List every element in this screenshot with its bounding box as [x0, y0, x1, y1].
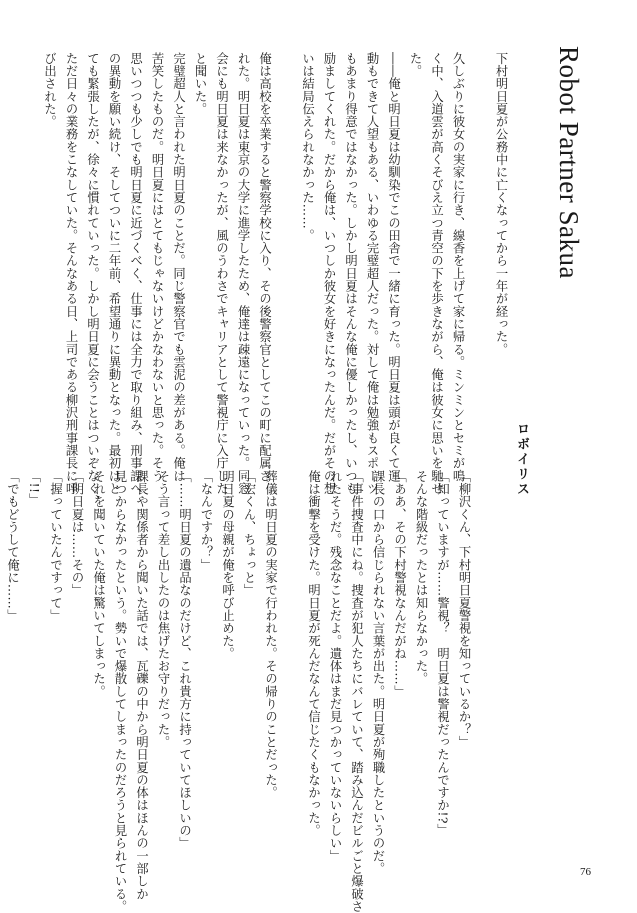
text-line: 「事件捜査中にね。捜査が犯人たちにバレていて、踏み込んだビルごと爆破さ	[349, 470, 364, 913]
body-text-upper	[42, 52, 511, 508]
text-line: 会にも明日夏は来なかったが、風のうわさでキャリアとして警視庁に入庁した	[214, 52, 229, 495]
text-line: 思いつつも少しでも明日夏に近づくべく、仕事には全力で取り組み、刑事課へ	[128, 52, 143, 495]
text-line: 「ああ、その下村警視なんだがね……」	[392, 470, 407, 698]
text-line: 「!!」	[27, 470, 41, 506]
text-line: 苦笑したものだ。明日夏にはとてもじゃないけどかなわないと思った。そう	[150, 52, 164, 483]
text-line: ――俺と明日夏は幼馴染でこの田舎で一緒に育った。明日夏は頭が良くて運	[386, 52, 401, 483]
text-line: れた。明日夏は東京の大学に進学したため、俺達は疎遠になっていった。同窓	[236, 52, 250, 495]
text-line: ても緊張したが、徐々に慣れていった。しかし明日夏に会うことはついぞなく、	[85, 52, 100, 508]
text-line: び出された。	[42, 52, 57, 128]
text-line: そんな階級だったとは知らなかった。	[414, 470, 428, 686]
text-line	[0, 470, 1, 858]
text-line: 下村明日夏が公務中に亡くなってから一年が経った。	[494, 52, 508, 356]
text-line: 「明日夏は……その」	[70, 470, 84, 597]
text-line: いは結局伝えられなかった……。	[300, 52, 315, 242]
text-line: 俺は衝撃を受けた。明日夏が死んだなんて信じたくもなかった。	[306, 470, 321, 837]
text-line: 久しぶりに彼女の実家に行き、線香を上げて家に帰る。ミンミンとセミが鳴	[451, 52, 465, 483]
text-line: れたそうだ。残念なことだよ。遺体はまだ見つかっていないらしい」	[328, 470, 342, 863]
text-line: 俺は高校を卒業すると警察学校に入り、その後警察官としてこの町に配属さ	[257, 52, 272, 483]
text-line: 「でもどうして俺に……」	[5, 470, 20, 622]
text-line: と聞いた。	[193, 52, 207, 116]
text-line: 見つからなかったという。勢いで爆散してしまったのだろうと見られている。	[113, 470, 127, 913]
text-line: ただ日々の業務をこなしていた。そんなある日、上司である柳沢刑事課長に呼	[64, 52, 78, 495]
text-line: 「握っていたんですって」	[48, 470, 63, 622]
story-title: Robot Partner Sakua	[554, 46, 584, 279]
text-line: 「知っていますが……警視？ 明日夏は警視だったんですか!?」	[435, 470, 450, 837]
text-line: の異動を願い続け、そしてついに二年前、希望通りに異動となった。最初はと	[107, 52, 121, 495]
text-line: 「柳沢くん、下村明日夏警視を知っているか？」	[457, 470, 471, 749]
text-line: 励ましてくれた。だから俺は、いつしか彼女を好きになったんだ。だがその想	[322, 52, 336, 495]
text-line: 動もできて人望もある、いわゆる完璧超人だった。対して俺は勉強もスポーツ	[365, 52, 379, 495]
author-name: ロボイリス	[514, 422, 529, 497]
text-line: 課長の口から信じられない言葉が出た。明日夏が殉職したというのだ。	[371, 470, 385, 875]
text-line: それを聞いていた俺は驚いてしまった。	[91, 470, 106, 698]
page-number: 76	[580, 866, 591, 878]
text-line: 明日夏の母親が俺を呼び止めた。	[220, 470, 235, 660]
text-line: た。	[408, 52, 422, 78]
body-text-lower	[5, 470, 474, 913]
text-line: 「なんですか？」	[199, 470, 213, 572]
text-line: 「宏くん、ちょっと」	[242, 470, 256, 597]
text-line: もあまり得意ではなかった。しかし明日夏はそんな俺に優しかったし、いつも	[343, 52, 358, 495]
text-line: 完璧超人と言われた明日夏のことだ。同じ警察官でも雲泥の差がある。俺は	[171, 52, 186, 483]
text-line: 「……明日夏の遺品なのだけど、これ貴方に持っていてほしいの」	[177, 470, 192, 850]
text-line: 葬儀は明日夏の実家で行われた。その帰りのことだった。	[263, 470, 278, 799]
text-line: く中、入道雲が高くそびえ立つ青空の下を歩きながら、俺は彼女に思いを馳せ	[429, 52, 444, 495]
text-line: そう言って差し出したのは焦げたお守りだった。	[156, 470, 170, 749]
text-line: 課長や関係者から聞いた話では、瓦礫の中から明日夏の体はほんの一部しか	[134, 470, 149, 901]
